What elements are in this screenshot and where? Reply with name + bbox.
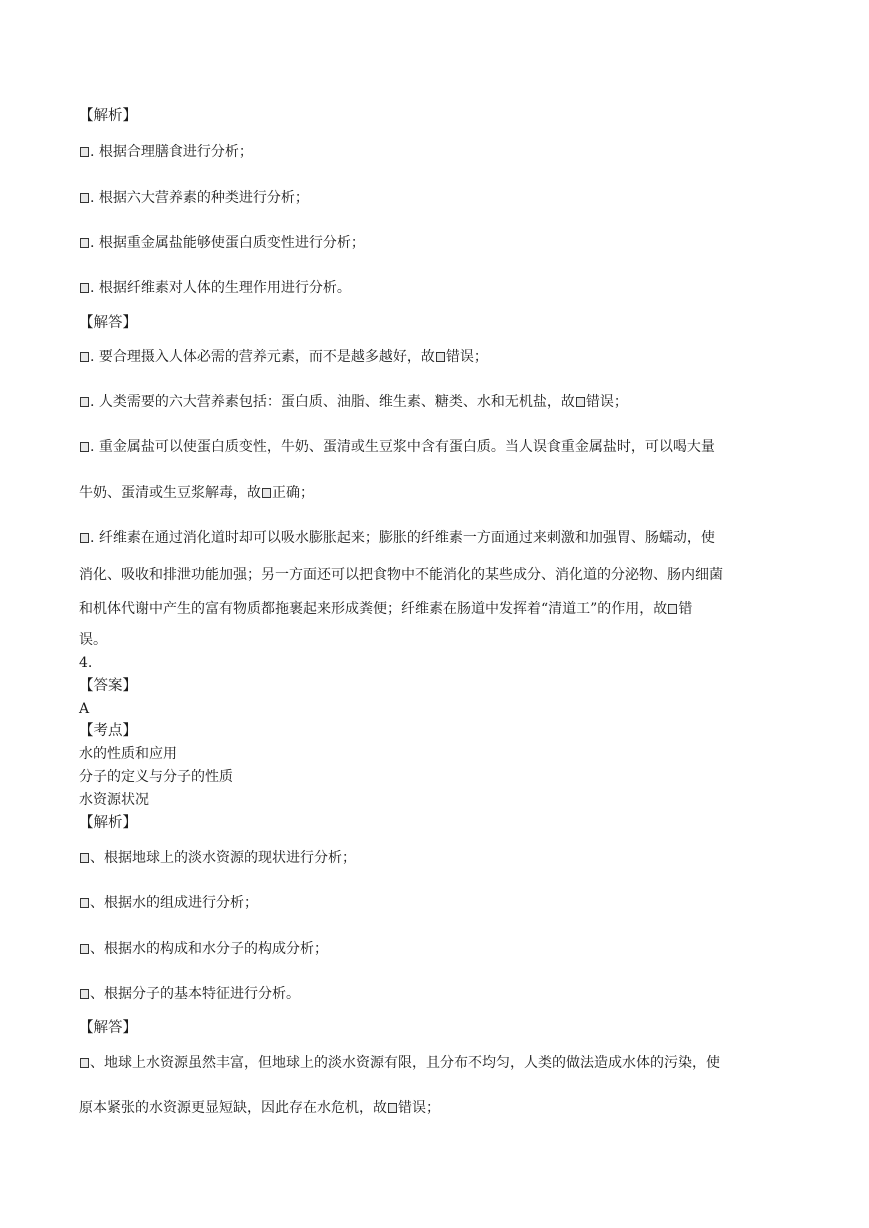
placeholder-glyph-icon [80, 989, 89, 999]
placeholder-glyph-icon [80, 283, 89, 293]
section-answer-header: 【答案】 [79, 678, 137, 694]
placeholder-glyph-icon [576, 397, 585, 407]
section-solution-header: 【解答】 [79, 315, 137, 331]
placeholder-glyph-icon [262, 488, 271, 498]
analysis-item: 、根据水的构成和水分子的构成分析； [79, 940, 328, 958]
solution-item-continued: 和机体代谢中产生的富有物质都拖裹起来形成粪便；纤维素在肠道中发挥着“清道工”的作用，故 错 [79, 601, 693, 617]
analysis-item: . 根据纤维素对人体的生理作用进行分析。 [79, 279, 351, 297]
placeholder-glyph-icon [80, 397, 89, 407]
solution-item: . 重金属盐可以使蛋白质变性，牛奶、蛋清或生豆浆中含有蛋白质。当人误食重金属盐时，可以喝大量 [79, 438, 715, 456]
analysis-item: 、根据地球上的淡水资源的现状进行分析； [79, 849, 356, 867]
section-solution-header: 【解答】 [79, 1020, 137, 1036]
keypoint-item: 分子的定义与分子的性质 [79, 769, 233, 785]
answer-value: A [79, 701, 90, 717]
placeholder-glyph-icon [80, 1058, 89, 1068]
placeholder-glyph-icon [80, 193, 89, 203]
solution-item: . 要合理摄入人体必需的营养元素，而不是越多越好，故 错误； [79, 348, 488, 366]
placeholder-glyph-icon [80, 238, 89, 248]
placeholder-glyph-icon [80, 898, 89, 908]
section-keypoint-header: 【考点】 [79, 723, 137, 739]
solution-item-continued: 原本紧张的水资源更显短缺，因此存在水危机，故 错误； [79, 1100, 440, 1116]
keypoint-item: 水的性质和应用 [79, 746, 177, 762]
question-number: 4. [79, 655, 93, 671]
solution-item: . 纤维素在通过消化道时却可以吸水膨胀起来；膨胀的纤维素一方面通过来刺激和加强胃、肠蠕动，使 [79, 529, 715, 547]
solution-item-continued: 牛奶、蛋清或生豆浆解毒，故 正确； [79, 485, 314, 501]
solution-item: . 人类需要的六大营养素包括：蛋白质、油脂、维生素、糖类、水和无机盐，故 错误； [79, 393, 628, 411]
analysis-item: . 根据六大营养素的种类进行分析； [79, 189, 309, 207]
placeholder-glyph-icon [668, 604, 677, 614]
placeholder-glyph-icon [80, 853, 89, 863]
placeholder-glyph-icon [436, 352, 445, 362]
solution-item-continued: 误。 [79, 632, 107, 648]
section-analysis-header: 【解析】 [79, 108, 137, 124]
section-analysis-header: 【解析】 [79, 815, 137, 831]
solution-item: 、地球上水资源虽然丰富，但地球上的淡水资源有限，且分布不均匀，人类的做法造成水体的污染，使 [79, 1054, 720, 1072]
placeholder-glyph-icon [80, 442, 89, 452]
placeholder-glyph-icon [388, 1103, 397, 1113]
placeholder-glyph-icon [80, 147, 89, 157]
placeholder-glyph-icon [80, 352, 89, 362]
placeholder-glyph-icon [80, 533, 89, 543]
analysis-item: 、根据水的组成进行分析； [79, 894, 258, 912]
solution-item-continued: 消化、吸收和排泄功能加强；另一方面还可以把食物中不能消化的某些成分、消化道的分泌物、肠内细菌 [79, 567, 723, 583]
keypoint-item: 水资源状况 [79, 792, 149, 808]
placeholder-glyph-icon [80, 944, 89, 954]
analysis-item: . 根据重金属盐能够使蛋白质变性进行分析； [79, 234, 365, 252]
analysis-item: . 根据合理膳食进行分析； [79, 143, 253, 161]
analysis-item: 、根据分子的基本特征进行分析。 [79, 985, 300, 1003]
